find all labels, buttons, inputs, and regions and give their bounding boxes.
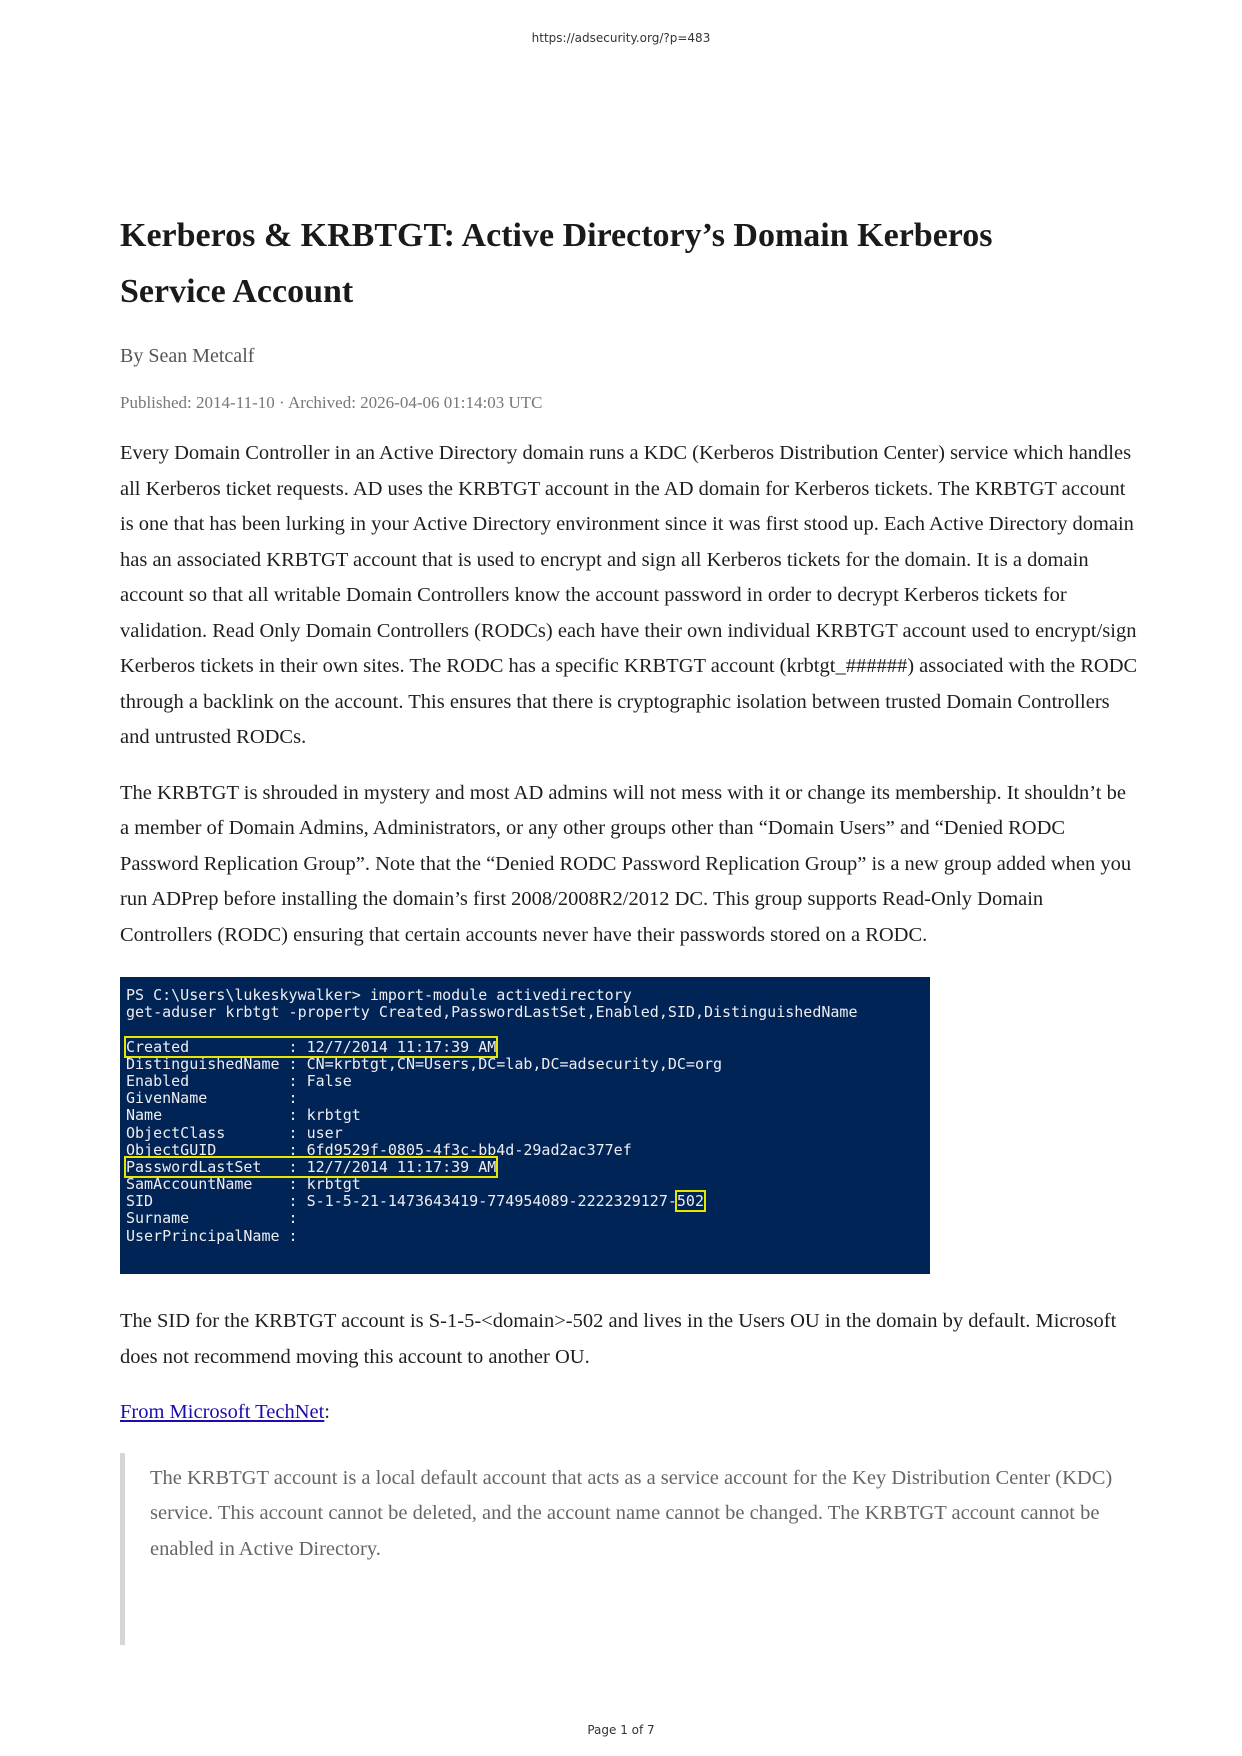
terminal-command-2: get-aduser krbtgt -property Created,PasswordLastSet,Enabled,SID,DistinguishedName — [126, 1003, 858, 1022]
title-line-1: Kerberos & KRBTGT: Active Directory’s Domain Kerberos — [120, 217, 993, 254]
terminal-objectclass: ObjectClass : user — [126, 1123, 343, 1142]
terminal-enabled: Enabled : False — [126, 1071, 352, 1090]
terminal-givenname: GivenName : — [126, 1089, 298, 1108]
publish-meta: Published: 2014-11-10 · Archived: 2026-04-06 01:14:03 UTC — [120, 393, 543, 412]
terminal-sid-rid-highlighted: 502 — [676, 1192, 704, 1211]
paragraph-1: Every Domain Controller in an Active Directory domain runs a KDC (Kerberos Distribution Center) service which handles all Kerberos ticket requests. AD uses the KRBTGT account in the AD domain for Kerberos tickets. The KRBTGT account is one that has been lurking in your Active Directory environment since it was first stood up. Each Active Directory domain has an associated KRBTGT account that is used to encrypt and sign all Kerberos tickets for the domain. It is a domain account so that all writable Domain Controllers know the account password in order to decrypt Kerberos tickets for validation. Read Only Domain Controllers (RODCs) each have their own individual KRBTGT account used to encrypt/sign Kerberos tickets in their own sites. The RODC has a specific KRBTGT account (krbtgt_######) associated with the RODC through a backlink on the account. This ensures that there is cryptographic isolation between trusted Domain Controllers and untrusted RODCs. — [120, 442, 1138, 748]
page-url: https://adsecurity.org/?p=483 — [531, 31, 711, 45]
terminal-created-highlighted: Created : 12/7/2014 11:17:39 AM — [126, 1037, 497, 1056]
terminal-dn: DistinguishedName : CN=krbtgt,CN=Users,DC=lab,DC=adsecurity,DC=org — [126, 1054, 723, 1073]
paragraph-3: The SID for the KRBTGT account is S-1-5-<domain>-502 and lives in the Users OU in the domain by default. Microsoft does not recommend moving this account to another OU. — [120, 1310, 1117, 1368]
article-title — [120, 208, 1140, 320]
technet-link[interactable]: From Microsoft TechNet — [120, 1401, 325, 1423]
terminal-name: Name : krbtgt — [126, 1106, 361, 1125]
terminal-sid: SID : S-1-5-21-1473643419-774954089-2222329127- — [126, 1192, 677, 1211]
terminal-upn: UserPrincipalName : — [126, 1226, 298, 1245]
terminal-command-1: PS C:\Users\lukeskywalker> import-module activedirectory — [126, 986, 632, 1004]
terminal-samaccountname: SamAccountName : krbtgt — [126, 1175, 361, 1194]
terminal-surname: Surname : — [126, 1209, 298, 1228]
page-number: Page 1 of 7 — [587, 1723, 655, 1737]
terminal-blank-line — [126, 1021, 924, 1038]
link-suffix: : — [324, 1401, 330, 1423]
paragraph-2: The KRBTGT is shrouded in mystery and most AD admins will not mess with it or change its membership. It shouldn’t be a member of Domain Admins, Administrators, or any other groups other than “Domain Users” and “Denied RODC Password Replication Group”. Note that the “Denied RODC Password Replication Group” is a new group added when you run ADPrep before installing the domain’s first 2008/2008R2/2012 DC. This group supports Read-Only Domain Controllers (RODC) ensuring that certain accounts never have their passwords stored on a RODC. — [120, 781, 1132, 946]
quote-text: The KRBTGT account is a local default account that acts as a service account for the Key Distribution Center (KDC) service. This account cannot be deleted, and the account name cannot be changed. The KRBTGT account cannot be enabled in Active Directory. — [150, 1466, 1113, 1560]
powershell-screenshot — [120, 977, 930, 1274]
terminal-passwordlastset-highlighted: PasswordLastSet : 12/7/2014 11:17:39 AM — [126, 1157, 497, 1176]
article — [120, 208, 1140, 1645]
source-line — [120, 1395, 1140, 1431]
byline: By Sean Metcalf — [120, 345, 255, 367]
title-line-2: Service Account — [120, 273, 354, 310]
terminal-objectguid: ObjectGUID : 6fd9529f-0805-4f3c-bb4d-29ad2ac377ef — [126, 1140, 632, 1159]
blockquote — [120, 1453, 1140, 1645]
